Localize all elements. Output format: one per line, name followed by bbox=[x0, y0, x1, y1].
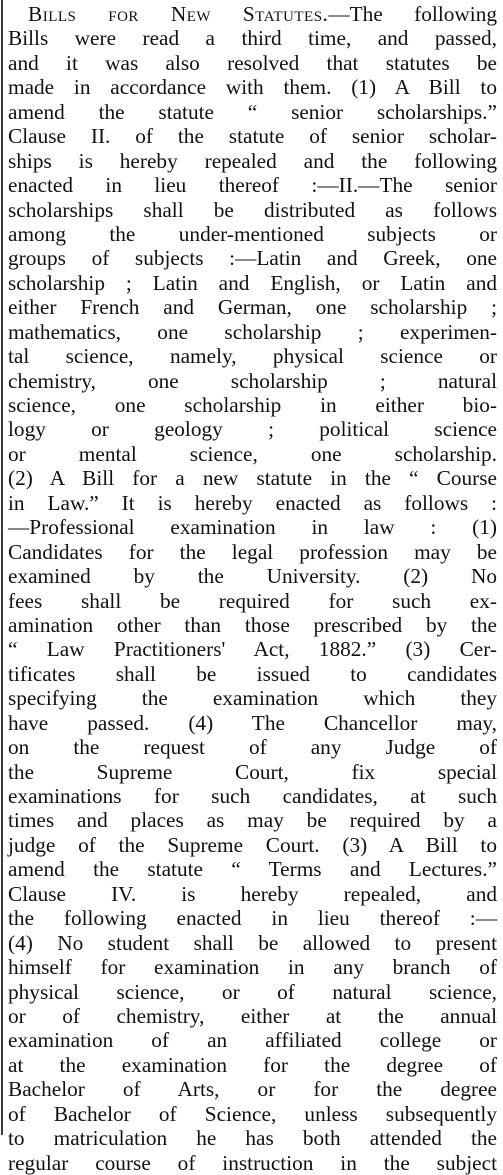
article-line: judge of the Supreme Court. (3) A Bill to bbox=[8, 832, 497, 857]
article-line: regular course of instruction in the subject bbox=[8, 1150, 497, 1175]
article-line: (2) A Bill for a new statute in the “ Course bbox=[8, 466, 497, 491]
article-line: either French and German, one scholarship ; bbox=[8, 295, 497, 320]
article-line: mathematics, one scholarship ; experimen- bbox=[8, 319, 497, 344]
article-line: or of chemistry, either at the annual bbox=[8, 1003, 497, 1028]
article-line: Candidates for the legal profession may be bbox=[8, 539, 497, 564]
article-line: groups of subjects :—Latin and Greek, one bbox=[8, 246, 497, 271]
article-line: specifying the examination which they bbox=[8, 686, 497, 711]
article-line: chemistry, one scholarship ; natural bbox=[8, 368, 497, 393]
article-line: amend the statute “ Terms and Lectures.” bbox=[8, 857, 497, 882]
article-line: amination other than those prescribed by the bbox=[8, 612, 497, 637]
article-line: science, one scholarship in either bio- bbox=[8, 393, 497, 417]
article-line: times and places as may be required by a bbox=[8, 808, 497, 833]
article-line: logy or geology ; political science bbox=[8, 417, 497, 442]
article-line: examined by the University. (2) No bbox=[8, 564, 497, 589]
article-line: examination of an affiliated college or bbox=[8, 1028, 497, 1053]
article-line: in Law.” It is hereby enacted as follows : bbox=[8, 490, 497, 515]
article-line: ships is hereby repealed and the following bbox=[8, 148, 497, 173]
article-line-first bbox=[8, 2, 497, 26]
article-line: himself for examination in any branch of bbox=[8, 955, 497, 980]
article-line: scholarships shall be distributed as follows bbox=[8, 197, 497, 222]
article-line: among the under-mentioned subjects or bbox=[8, 221, 497, 246]
article-line: amend the statute “ senior scholarships.” bbox=[8, 99, 497, 124]
article-line: physical science, or of natural science, bbox=[8, 979, 497, 1004]
article-line: and it was also resolved that statutes be bbox=[8, 50, 497, 75]
column-rule bbox=[1, 0, 3, 1135]
article-line: Bills were read a third time, and passed, bbox=[8, 26, 497, 51]
article-body bbox=[8, 2, 497, 1175]
article-line: fees shall be required for such ex- bbox=[8, 588, 497, 613]
article-line: made in accordance with them. (1) A Bill to bbox=[8, 75, 497, 100]
article-line: tificates shall be issued to candidates bbox=[8, 661, 497, 686]
article-line: enacted in lieu thereof :—II.—The senior bbox=[8, 173, 497, 198]
article-line: or mental science, one scholarship. bbox=[8, 441, 497, 466]
article-heading: Bills for New Statutes. bbox=[28, 2, 329, 26]
article-line: —The following bbox=[328, 2, 497, 26]
article-line: scholarship ; Latin and English, or Latin and bbox=[8, 270, 497, 295]
article-line: Clause IV. is hereby repealed, and bbox=[8, 881, 497, 906]
article-line: the Supreme Court, fix special bbox=[8, 759, 497, 784]
article-line: on the request of any Judge of bbox=[8, 735, 497, 760]
article-line: Clause II. of the statute of senior scholar- bbox=[8, 124, 497, 149]
article-line: of Bachelor of Science, unless subsequently bbox=[8, 1101, 497, 1126]
article-line: Bachelor of Arts, or for the degree bbox=[8, 1077, 497, 1102]
article-line: (4) No student shall be allowed to present bbox=[8, 930, 497, 955]
article-line: “ Law Practitioners' Act, 1882.” (3) Cer- bbox=[8, 637, 497, 662]
article-line: tal science, namely, physical science or bbox=[8, 344, 497, 369]
article-line: at the examination for the degree of bbox=[8, 1052, 497, 1077]
article-line: —Professional examination in law : (1) bbox=[8, 515, 497, 540]
article-line: have passed. (4) The Chancellor may, bbox=[8, 710, 497, 735]
article-line: examinations for such candidates, at such bbox=[8, 784, 497, 808]
article-line: to matriculation he has both attended the bbox=[8, 1126, 497, 1151]
article-line: the following enacted in lieu thereof :— bbox=[8, 906, 497, 931]
